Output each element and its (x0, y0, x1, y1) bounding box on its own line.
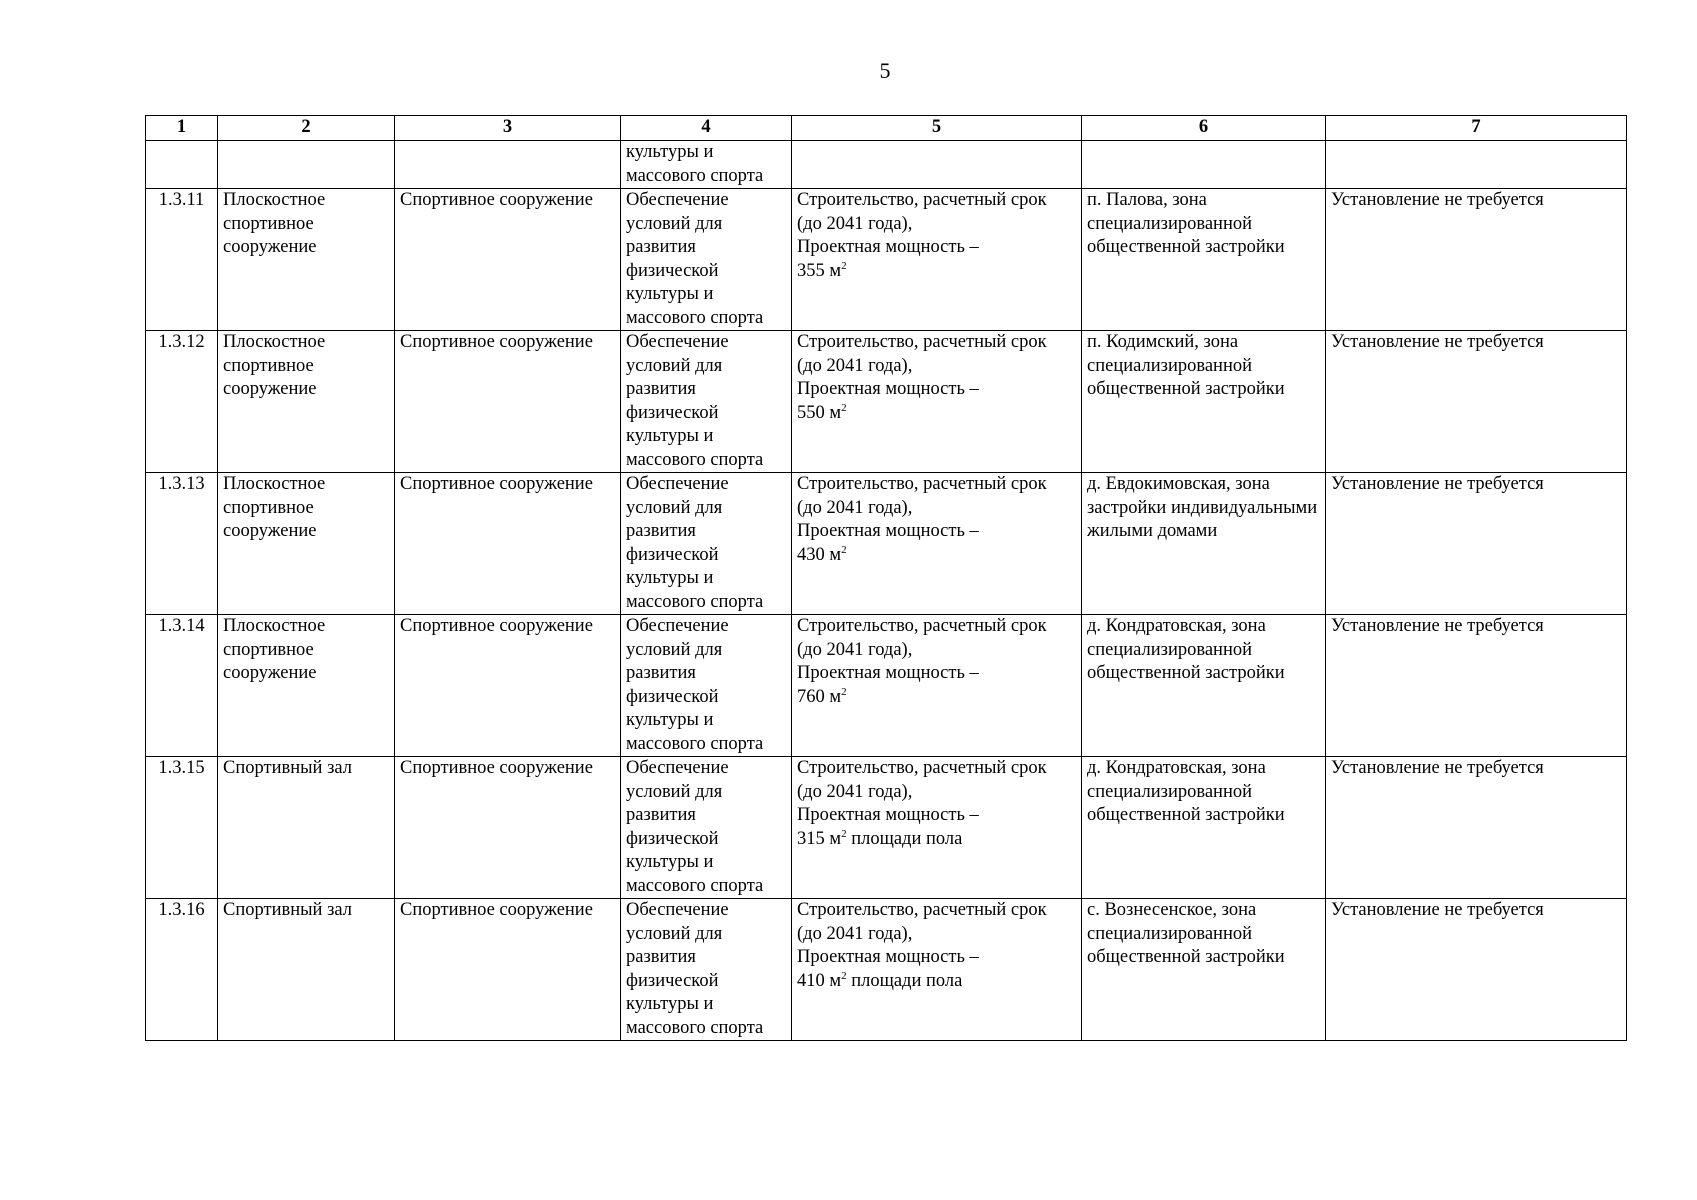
zone-status-cell: Установление не требуется (1326, 331, 1627, 473)
table-row (146, 473, 1627, 615)
location-cell: д. Кондратовская, зона специализированной общественной застройки (1082, 757, 1326, 899)
capacity-line (797, 260, 1078, 284)
object-name-cell: Спортивный зал (218, 899, 395, 1041)
table-cell (1082, 141, 1326, 189)
description-line: (до 2041 года), (797, 355, 913, 376)
description-line: (до 2041 года), (797, 213, 913, 234)
purpose-cell: Обеспечение условий для развития физической культуры и массового спорта (621, 615, 792, 757)
column-header-6: 6 (1082, 116, 1326, 141)
column-header-3: 3 (395, 116, 621, 141)
zone-status-cell: Установление не требуется (1326, 189, 1627, 331)
description-cell (792, 189, 1082, 331)
location-cell: п. Кодимский, зона специализированной общественной застройки (1082, 331, 1326, 473)
object-type-cell: Спортивное сооружение (395, 899, 621, 1041)
capacity-exponent: 2 (841, 543, 847, 556)
zone-status-cell: Установление не требуется (1326, 473, 1627, 615)
description-line: Проектная мощность – (797, 521, 979, 541)
description-line: Строительство, расчетный срок (797, 332, 1047, 352)
object-name-cell: Плоскостное спортивное сооружение (218, 473, 395, 615)
description-cell (792, 473, 1082, 615)
purpose-cell: Обеспечение условий для развития физической культуры и массового спорта (621, 189, 792, 331)
page-number: 5 (879, 58, 891, 83)
capacity-line (797, 828, 1078, 852)
capacity-value: 355 м (797, 260, 842, 281)
table-row (146, 189, 1627, 331)
capacity-line (797, 686, 1078, 710)
capacity-exponent: 2 (841, 827, 847, 840)
continuation-purpose-cell: культуры и массового спорта (621, 141, 792, 189)
location-cell: с. Вознесенское, зона специализированной общественной застройки (1082, 899, 1326, 1041)
object-type-cell: Спортивное сооружение (395, 615, 621, 757)
capacity-value: 315 м (797, 828, 842, 849)
capacity-exponent: 2 (841, 969, 847, 982)
description-line: Проектная мощность – (797, 663, 979, 683)
object-name-cell: Плоскостное спортивное сооружение (218, 331, 395, 473)
zone-status-cell: Установление не требуется (1326, 615, 1627, 757)
table-cell (792, 141, 1082, 189)
table-cell (146, 141, 218, 189)
description-line: Проектная мощность – (797, 379, 979, 399)
purpose-cell: Обеспечение условий для развития физической культуры и массового спорта (621, 899, 792, 1041)
description-line: (до 2041 года), (797, 781, 913, 802)
table-row (146, 615, 1627, 757)
zone-status-cell: Установление не требуется (1326, 757, 1627, 899)
description-cell (792, 331, 1082, 473)
table-row (146, 899, 1627, 1041)
object-name-cell: Плоскостное спортивное сооружение (218, 615, 395, 757)
row-number-cell: 1.3.13 (146, 473, 218, 615)
object-name-cell: Плоскостное спортивное сооружение (218, 189, 395, 331)
table-row (146, 757, 1627, 899)
description-cell (792, 615, 1082, 757)
purpose-cell: Обеспечение условий для развития физической культуры и массового спорта (621, 331, 792, 473)
capacity-line (797, 544, 1078, 568)
capacity-exponent: 2 (841, 401, 847, 414)
location-cell: д. Кондратовская, зона специализированной общественной застройки (1082, 615, 1326, 757)
objects-table (145, 115, 1627, 1041)
column-header-2: 2 (218, 116, 395, 141)
purpose-cell: Обеспечение условий для развития физической культуры и массового спорта (621, 473, 792, 615)
description-cell (792, 757, 1082, 899)
table-row (146, 331, 1627, 473)
object-name-cell: Спортивный зал (218, 757, 395, 899)
object-type-cell: Спортивное сооружение (395, 757, 621, 899)
capacity-value: 430 м (797, 544, 842, 565)
column-header-4: 4 (621, 116, 792, 141)
zone-status-cell: Установление не требуется (1326, 899, 1627, 1041)
capacity-value: 550 м (797, 402, 842, 423)
description-line: (до 2041 года), (797, 923, 913, 944)
table-cell (395, 141, 621, 189)
location-cell: п. Палова, зона специализированной общественной застройки (1082, 189, 1326, 331)
capacity-line (797, 970, 1078, 994)
table-cell (1326, 141, 1627, 189)
purpose-cell: Обеспечение условий для развития физической культуры и массового спорта (621, 757, 792, 899)
row-number-cell: 1.3.12 (146, 331, 218, 473)
capacity-value: 760 м (797, 686, 842, 707)
description-line: Строительство, расчетный срок (797, 758, 1047, 778)
capacity-exponent: 2 (841, 685, 847, 698)
description-cell (792, 899, 1082, 1041)
continuation-row (146, 141, 1627, 189)
location-cell: д. Евдокимовская, зона застройки индивидуальными жилыми домами (1082, 473, 1326, 615)
capacity-value: 410 м (797, 970, 842, 991)
capacity-suffix: площади пола (846, 828, 963, 849)
description-line: (до 2041 года), (797, 639, 913, 660)
row-number-cell: 1.3.14 (146, 615, 218, 757)
row-number-cell: 1.3.11 (146, 189, 218, 331)
table-cell (218, 141, 395, 189)
row-number-cell: 1.3.15 (146, 757, 218, 899)
column-header-7: 7 (1326, 116, 1627, 141)
description-line: Строительство, расчетный срок (797, 900, 1047, 920)
description-line: Проектная мощность – (797, 237, 979, 257)
description-line: Проектная мощность – (797, 805, 979, 825)
description-line: Строительство, расчетный срок (797, 190, 1047, 210)
object-type-cell: Спортивное сооружение (395, 189, 621, 331)
description-line: Строительство, расчетный срок (797, 474, 1047, 494)
capacity-exponent: 2 (841, 259, 847, 272)
description-line: Проектная мощность – (797, 947, 979, 967)
description-line: Строительство, расчетный срок (797, 616, 1047, 636)
capacity-line (797, 402, 1078, 426)
column-header-1: 1 (146, 116, 218, 141)
header-row (146, 116, 1627, 141)
object-type-cell: Спортивное сооружение (395, 331, 621, 473)
capacity-suffix: площади пола (846, 970, 963, 991)
column-header-5: 5 (792, 116, 1082, 141)
object-type-cell: Спортивное сооружение (395, 473, 621, 615)
row-number-cell: 1.3.16 (146, 899, 218, 1041)
description-line: (до 2041 года), (797, 497, 913, 518)
